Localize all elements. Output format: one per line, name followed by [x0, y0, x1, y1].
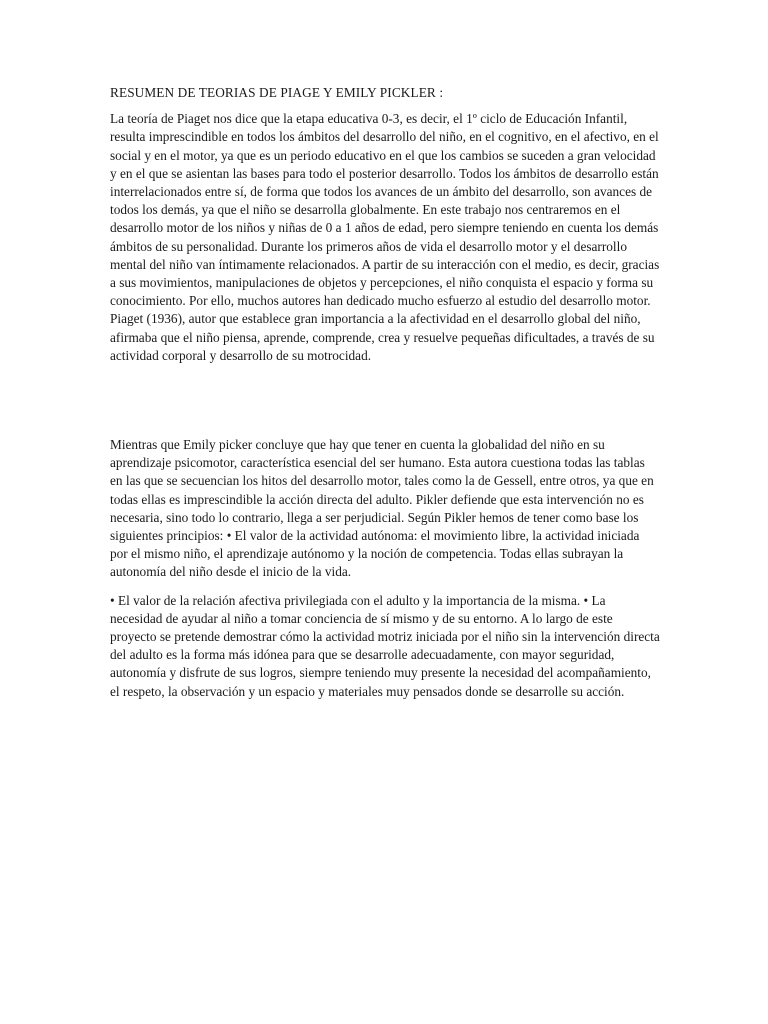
paragraph-spacer	[110, 365, 660, 436]
paragraph-principles: • El valor de la relación afectiva privilegiada con el adulto y la importancia de la misma. • La necesidad de ayudar al niño a tomar conciencia de sí mismo y de su entorno. A lo largo de este proyecto se pretende demostrar cómo la actividad motriz iniciada por el niño sin la intervención directa del adulto es la forma más idónea para que se desarrolle adecuadamente, con mayor seguridad, autonomía y disfrute de sus logros, siempre teniendo muy presente la necesidad del acompañamiento, el respeto, la observación y un espacio y materiales muy pensados donde se desarrolle su acción.	[110, 592, 660, 699]
paragraph-piaget: La teoría de Piaget nos dice que la etapa educativa 0-3, es decir, el 1º ciclo de Educación Infantil, resulta imprescindible en todos los ámbitos del desarrollo del niño, en el cognitivo, en el afectivo, en el social y en el motor, ya que es un periodo educativo en el que los cambios se suceden a gran velocidad y en el que se asientan las bases para todo el posterior desarrollo. Todos los ámbitos de desarrollo están interrelacionados entre sí, de forma que todos los avances de un ámbito del desarrollo, son avances de todos los demás, ya que el niño se desarrolla globalmente. En este trabajo nos centraremos en el desarrollo motor de los niños y niñas de 0 a 1 años de edad, pero siempre teniendo en cuenta los demás ámbitos de su personalidad. Durante los primeros años de vida el desarrollo motor y el desarrollo mental del niño van íntimamente relacionados. A partir de su interacción con el medio, es decir, gracias a sus movimientos, manipulaciones de objetos y percepciones, el niño conquista el espacio y forma su conocimiento. Por ello, muchos autores han dedicado mucho esfuerzo al estudio del desarrollo motor. Piaget (1936), autor que establece gran importancia a la afectividad en el desarrollo global del niño, afirmaba que el niño piensa, aprende, comprende, crea y resuelve pequeñas dificultades, a través de su actividad corporal y desarrollo de su motrocidad.	[110, 111, 660, 363]
paragraph-spacer	[110, 582, 660, 592]
paragraph-pikler: Mientras que Emily picker concluye que hay que tener en cuenta la globalidad del niño en su aprendizaje psicomotor, característica esencial del ser humano. Esta autora cuestiona todas las tablas en las que se secuencian los hitos del desarrollo motor, tales como la de Gessell, entre otros, ya que en todas ellas es imprescindible la acción directa del adulto. Pikler defiende que esta intervención no es necesaria, sino todo lo contrario, llega a ser perjudicial. Según Pikler hemos de tener como base los siguientes principios: • El valor de la actividad autónoma: el movimiento libre, la actividad iniciada por el mismo niño, el aprendizaje autónomo y la noción de competencia. Todas ellas subrayan la autonomía del niño desde el inicio de la vida.	[110, 437, 654, 580]
document-page	[110, 84, 660, 701]
document-title: RESUMEN DE TEORIAS DE PIAGE Y EMILY PICKLER :	[110, 85, 444, 100]
